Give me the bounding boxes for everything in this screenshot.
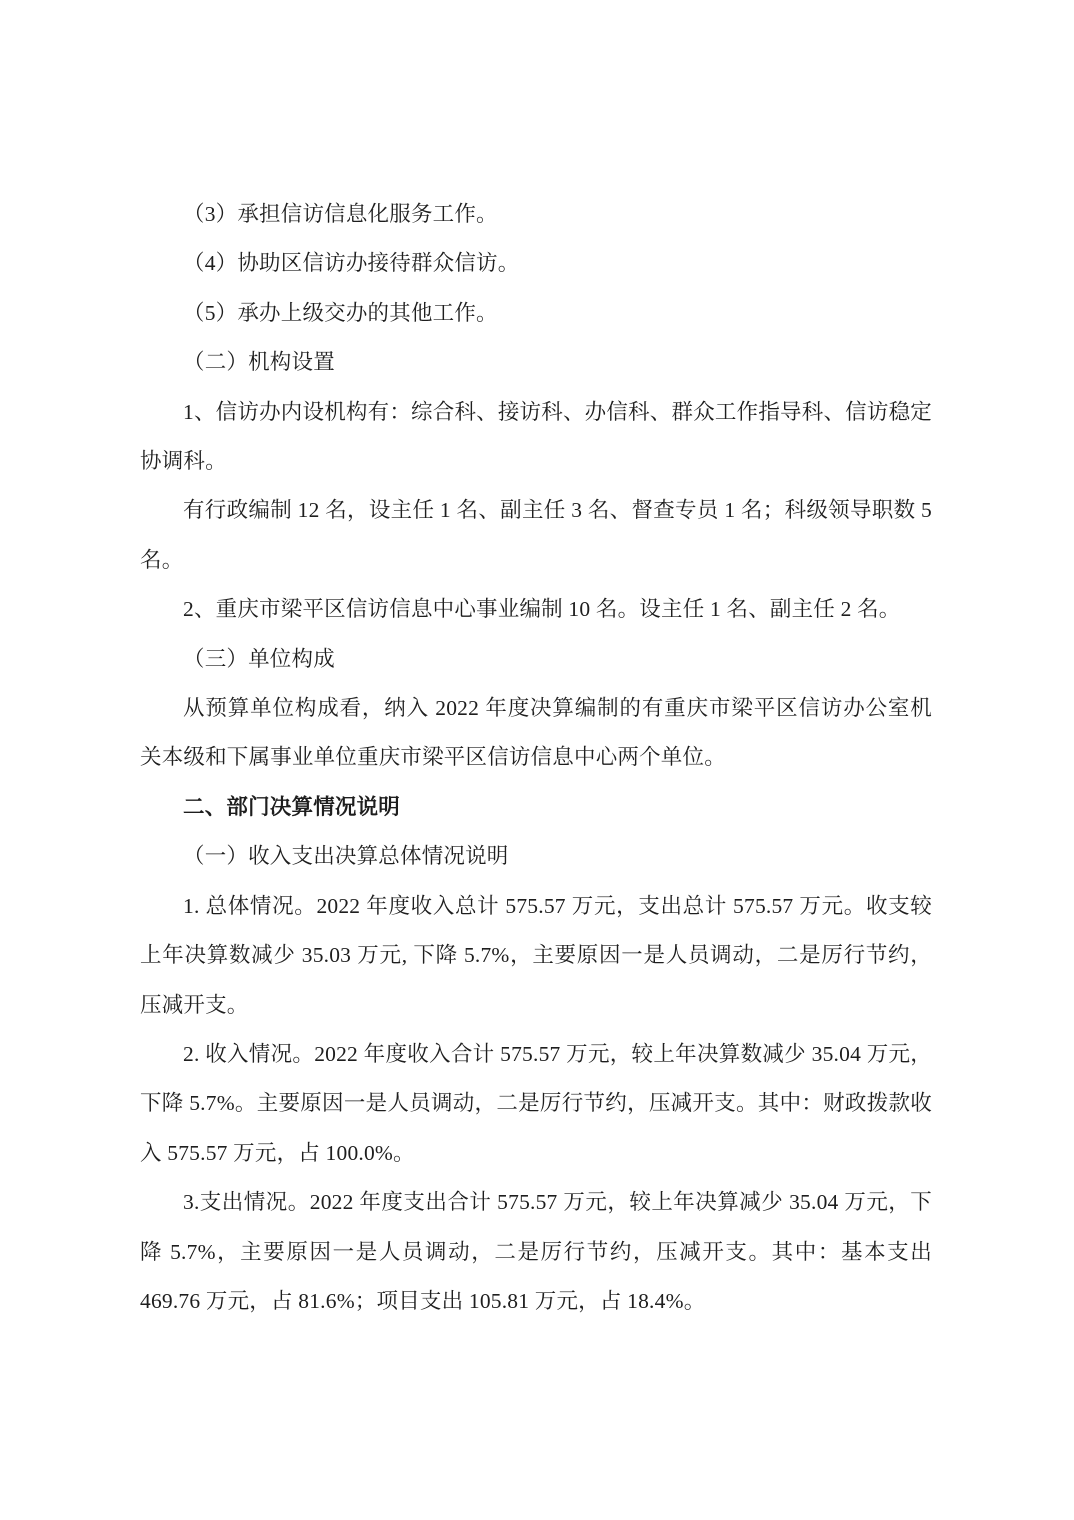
paragraph: （5）承办上级交办的其他工作。: [183, 300, 498, 325]
paragraph: （3）承担信访信息化服务工作。: [183, 202, 498, 226]
paragraph: 1、信访办内设机构有：综合科、接访科、办信科、群众工作指导科、信访稳定协调科。: [140, 399, 932, 474]
paragraph: 1. 总体情况。2022 年度收入总计 575.57 万元，支出总计 575.57 万元。收支较上年决算数减少 35.03 万元, 下降 5.7%，主要原因一是人员调动，二是厉行节约，压减开支。: [140, 893, 932, 1017]
paragraph: 有行政编制 12 名，设主任 1 名、副主任 3 名、督查专员 1 名；科级领导职数 5 名。: [140, 498, 932, 572]
paragraph: （二）机构设置: [183, 350, 335, 375]
paragraph: （一）收入支出决算总体情况说明: [183, 844, 509, 869]
paragraph: 3.支出情况。2022 年度支出合计 575.57 万元，较上年决算减少 35.04 万元，下降 5.7%，主要原因一是人员调动，二是厉行节约，压减开支。其中：基本支出 469.76 万元，占 81.6%；项目支出 105.81 万元，占 18.4%。: [140, 1190, 932, 1313]
document-body: [140, 190, 932, 1326]
section-heading: 二、部门决算情况说明: [183, 794, 401, 819]
paragraph: 2. 收入情况。2022 年度收入合计 575.57 万元，较上年决算数减少 35.04 万元，下降 5.7%。主要原因一是人员调动，二是厉行节约，压减开支。其中：财政拨款收入 575.57 万元，占 100.0%。: [140, 1041, 932, 1165]
paragraph: 从预算单位构成看，纳入 2022 年度决算编制的有重庆市梁平区信访办公室机关本级和下属事业单位重庆市梁平区信访信息中心两个单位。: [140, 696, 932, 770]
paragraph: （三）单位构成: [183, 646, 335, 671]
paragraph: （4）协助区信访办接待群众信访。: [183, 251, 520, 276]
paragraph: 2、重庆市梁平区信访信息中心事业编制 10 名。设主任 1 名、副主任 2 名。: [183, 597, 901, 622]
